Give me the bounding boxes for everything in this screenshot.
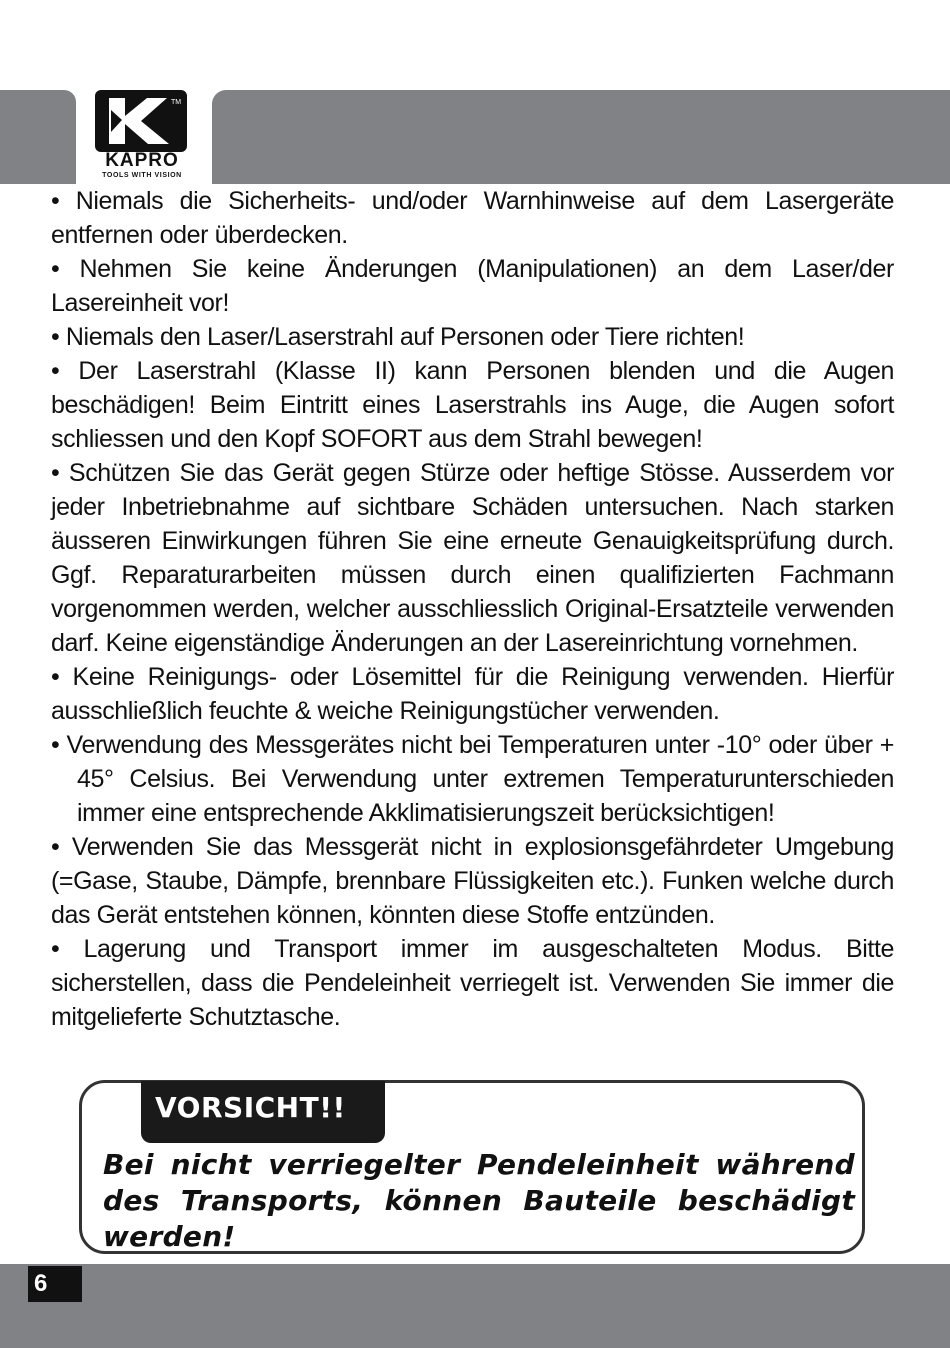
kapro-k-logo-icon [95, 90, 187, 152]
caution-title: VORSICHT!! [155, 1091, 346, 1124]
paragraph-3: • Niemals den Laser/Laserstrahl auf Personen oder Tiere richten! [51, 323, 745, 351]
paragraph-4: • Der Laserstrahl (Klasse II) kann Personen blenden und die Augen beschädigen! Beim Eintritt eines Laserstrahls ins Auge, die Augen sofort schliessen und den Kopf SOFORT aus dem Strahl bewegen! [51, 357, 894, 453]
caution-text: Bei nicht verriegelter Pendeleinheit während des Transports, können Bauteile beschädigt werden! [103, 1148, 855, 1253]
paragraph-7: • Verwendung des Messgerätes nicht bei Temperaturen unter -10° oder über + 45° Celsius. Bei Verwendung unter extremen Temperaturunterschieden immer eine entsprechende Akklimatisierungszeit berücksichtigen! [51, 731, 894, 827]
header-band-right [212, 90, 950, 184]
safety-instructions [51, 184, 894, 1034]
paragraph-9: • Lagerung und Transport immer im ausgeschalteten Modus. Bitte sicherstellen, dass die Pendeleinheit verriegelt ist. Verwenden Sie immer die mitgelieferte Schutztasche. [51, 935, 894, 1031]
brand-tagline: TOOLS WITH VISION [102, 172, 182, 179]
paragraph-5: • Schützen Sie das Gerät gegen Stürze oder heftige Stösse. Ausserdem vor jeder Inbetriebnahme auf sichtbare Schäden untersuchen. Nach starken äusseren Einwirkungen führen Sie eine erneute Genauigkeitsprüfung durch. Ggf. Reparaturarbeiten müssen durch einen qualifizierten Fachmann vorgenommen werden, welcher ausschliesslich Original-Ersatzteile verwenden darf. Keine eigenständige Änderungen an der Lasereinrichtung vornehmen. [51, 459, 894, 657]
caution-tab [141, 1081, 385, 1143]
header-band-left [0, 90, 76, 184]
caution-box [79, 1080, 865, 1254]
paragraph-6: • Keine Reinigungs- oder Lösemittel für die Reinigung verwenden. Hierfür ausschließlich feuchte & weiche Reinigungstücher verwenden. [51, 663, 894, 725]
brand-name: KAPRO [105, 150, 179, 171]
page-number: 6 [28, 1266, 82, 1302]
kapro-logo [92, 90, 192, 186]
paragraph-1: • Niemals die Sicherheits- und/oder Warnhinweise auf dem Lasergeräte entfernen oder überdecken. [51, 187, 894, 249]
paragraph-2: • Nehmen Sie keine Änderungen (Manipulationen) an dem Laser/der Lasereinheit vor! [51, 255, 894, 317]
svg-text:TM: TM [171, 99, 182, 106]
footer-band [0, 1264, 950, 1348]
paragraph-8: • Verwenden Sie das Messgerät nicht in explosionsgefährdeter Umgebung (=Gase, Staube, Dämpfe, brennbare Flüssigkeiten etc.). Funken welche durch das Gerät entstehen können, könnten diese Stoffe entzünden. [51, 833, 894, 929]
